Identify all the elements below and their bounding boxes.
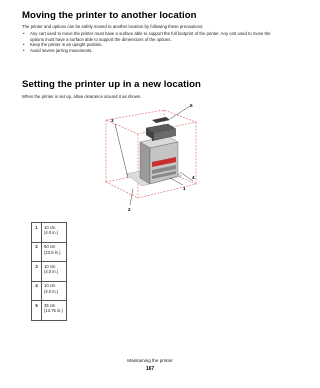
precautions-list [22,31,284,54]
clearance-value: 10 cm (4.0 in.) [42,262,67,282]
row-number: 4 [32,281,42,301]
setup-intro-text: When the printer is set up, allow clearance around it as shown. [22,94,142,99]
row-number: 1 [32,223,42,243]
page-number: 167 [145,366,155,372]
row-number: 3 [32,262,42,282]
list-item: • Avoid severe jarring movements. [23,48,93,54]
callout-label: 4 [192,175,195,180]
clearance-table [31,222,67,321]
table-row [32,281,67,301]
clearance-value: 35 cm (13.75 in.) [42,301,67,321]
printer [140,117,178,184]
clearance-value: 10 cm (4.0 in.) [42,281,67,301]
clearance-value: 60 cm (23.5 in.) [42,242,67,262]
clearance-value: 10 cm (4.0 in.) [42,223,67,243]
table-row [32,301,67,321]
printer-clearance-illustration [86,102,206,214]
table-row [32,223,67,243]
moving-intro-text: The printer and options can be safely moved to another location by following these precautions: [22,24,204,29]
footer-chapter-title: Maintaining the printer [127,358,173,363]
callout-label: 5 [190,103,193,108]
list-item: • Any cart used to move the printer must have a surface able to support the full footprint of the printer. Any cart used to move the options must have a surface able to support the dimensions of the options. [23,31,271,42]
callout-label: 3 [111,118,114,123]
section-title-setting-up-printer: Setting the printer up in a new location [22,79,201,90]
table-row [32,242,67,262]
row-number: 5 [32,301,42,321]
table-row [32,262,67,282]
list-item: • Keep the printer in an upright position. [23,42,103,48]
row-number: 2 [32,242,42,262]
callout-label: 2 [128,207,131,212]
section-title-moving-printer: Moving the printer to another location [22,10,197,21]
callout-label: 1 [183,186,186,191]
